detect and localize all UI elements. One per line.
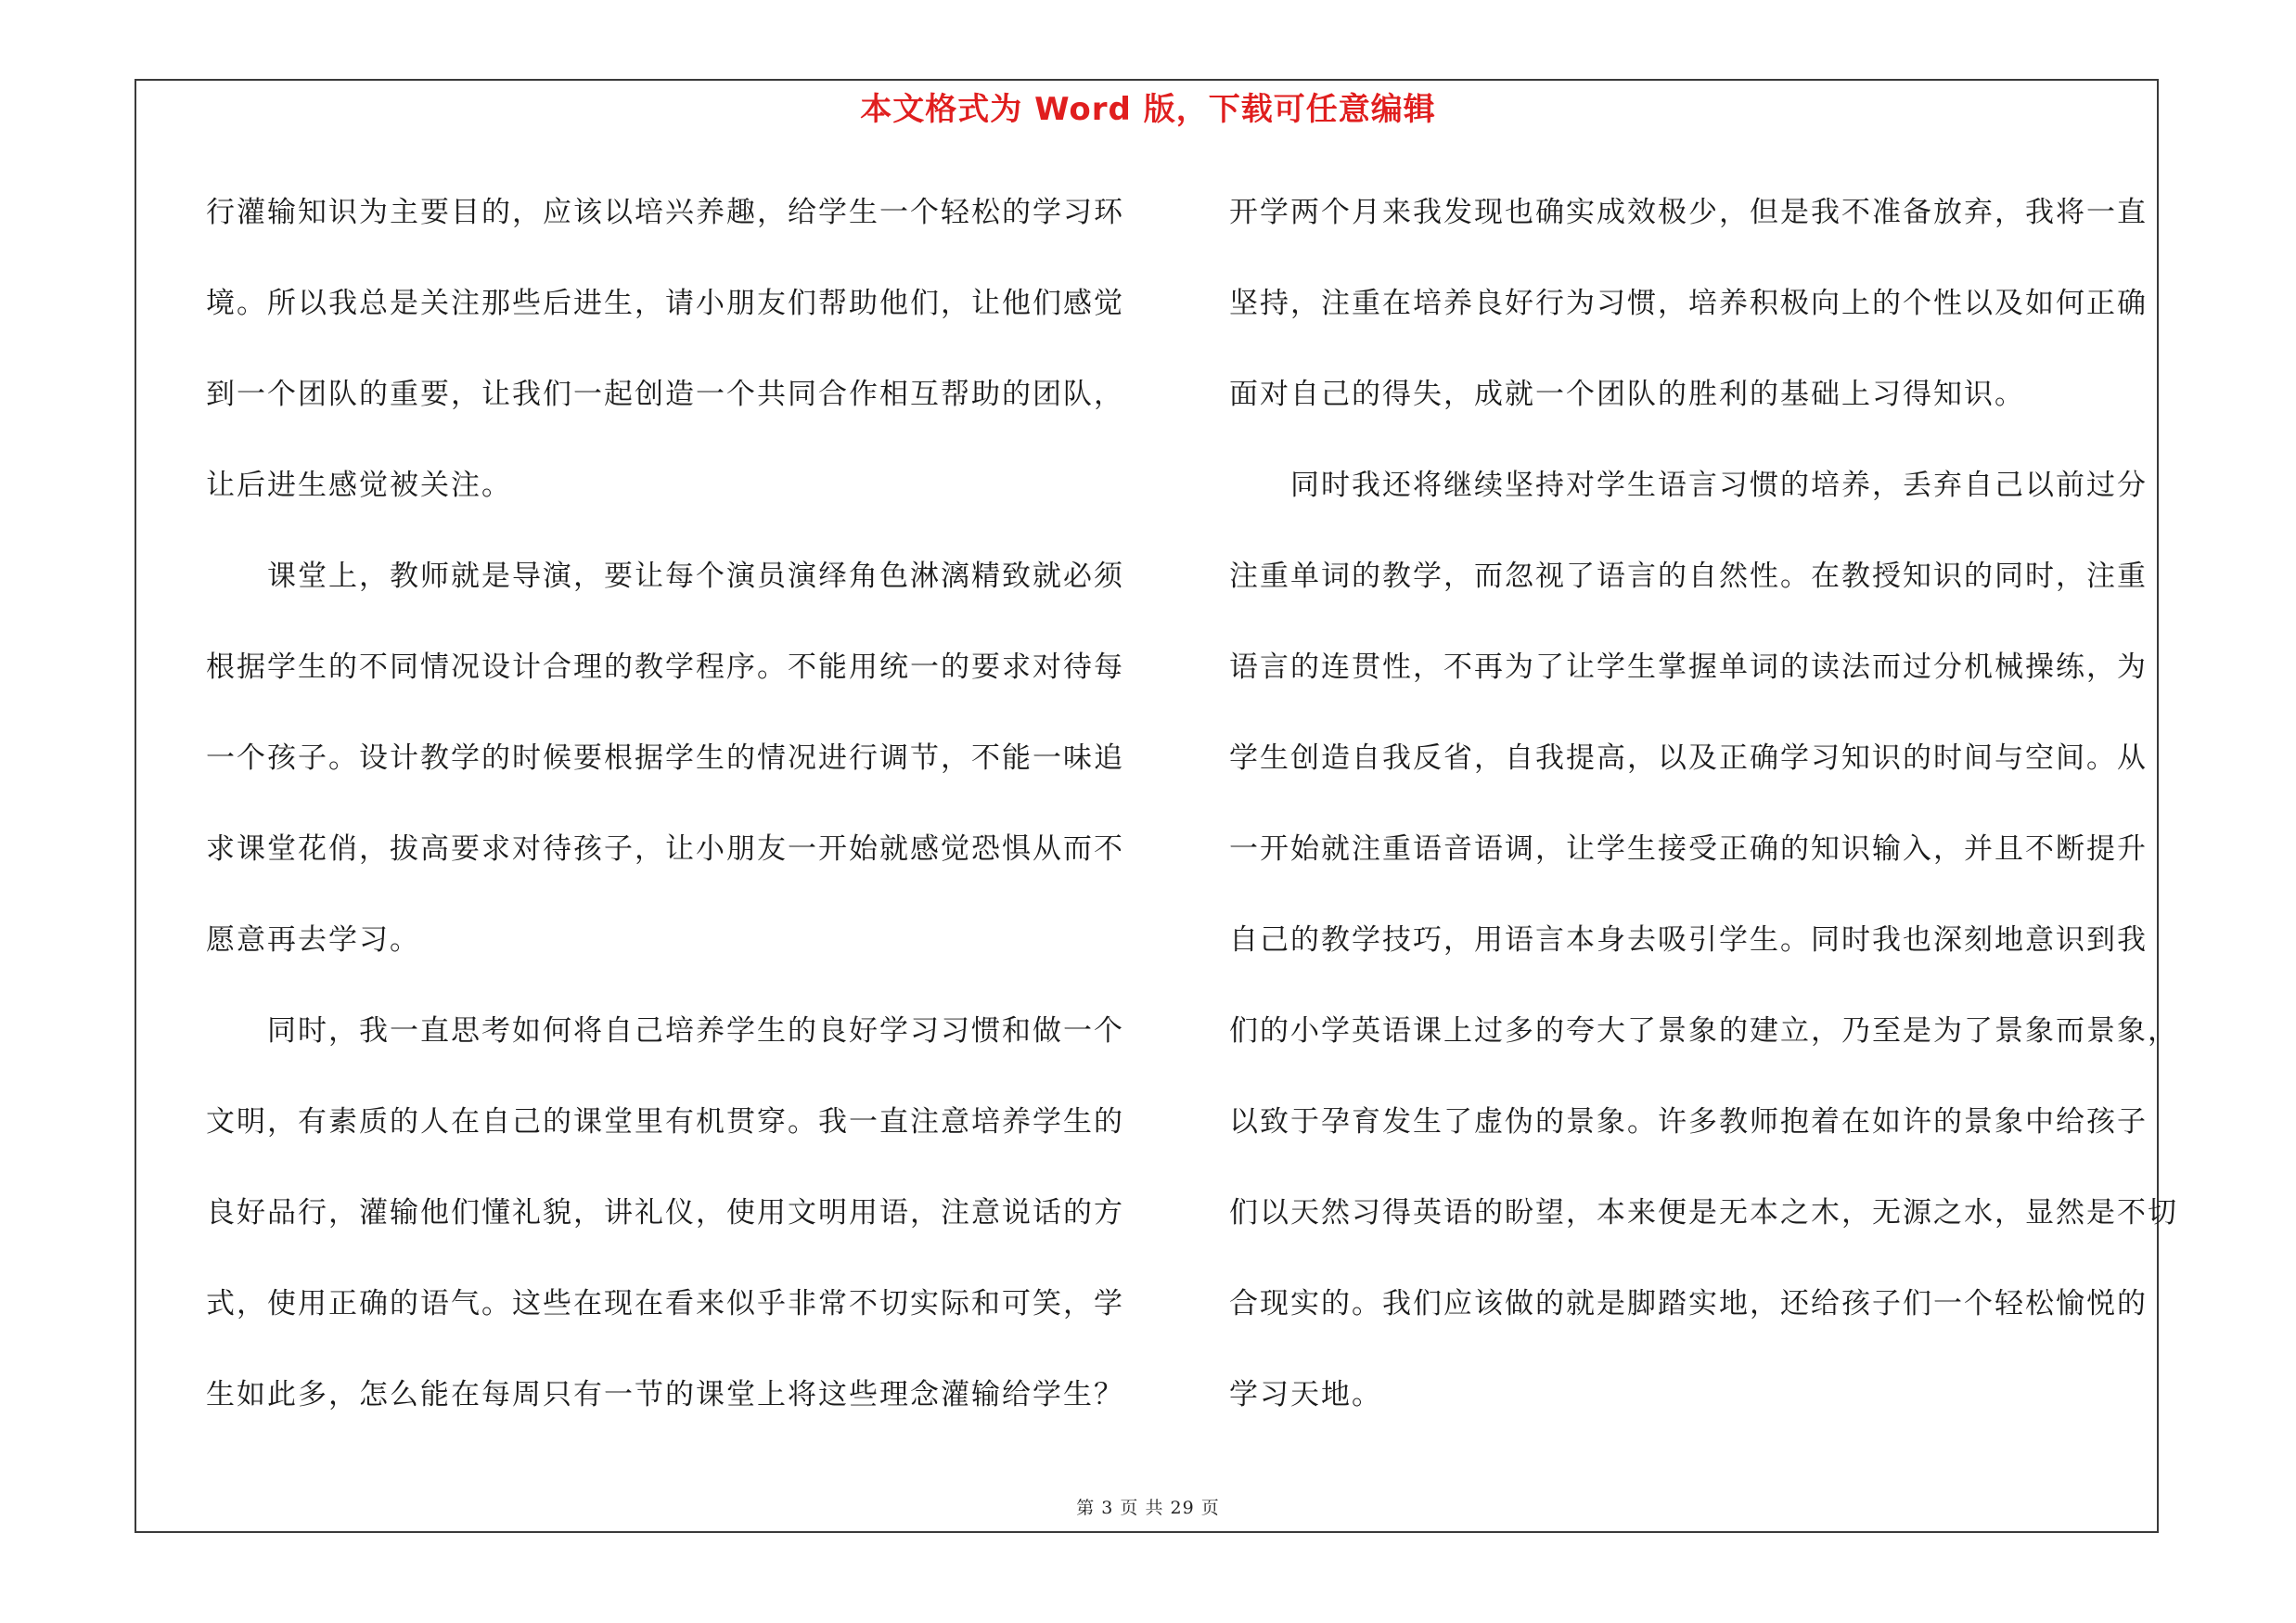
text-line: 以致于孕育发生了虚伪的景象。许多教师抱着在如许的景象中给孩子 [1229,1105,2148,1139]
text-line: 坚持，注重在培养良好行为习惯，培养积极向上的个性以及如何正确 [1229,287,2148,320]
text-line: 合现实的。我们应该做的就是脚踏实地，还给孩子们一个轻松愉悦的 [1229,1287,2148,1320]
page-number-footer: 第 3 页 共 29 页 [1076,1498,1220,1518]
text-line: 一开始就注重语音语调，让学生接受正确的知识输入，并且不断提升 [1229,832,2148,866]
text-line: 到一个团队的重要，让我们一起创造一个共同合作相互帮助的团队， [206,378,1124,411]
text-line: 学习天地。 [1229,1378,1382,1411]
text-line: 开学两个月来我发现也确实成效极少，但是我不准备放弃，我将一直 [1229,196,2148,229]
text-line: 面对自己的得失，成就一个团队的胜利的基础上习得知识。 [1229,378,2025,411]
right-column [1229,184,2178,1457]
text-line: 文明，有素质的人在自己的课堂里有机贯穿。我一直注意培养学生的 [206,1105,1124,1139]
text-line: 课堂上，教师就是导演，要让每个演员演绎角色淋漓精致就必须 [206,560,1124,593]
text-line: 求课堂花俏，拔高要求对待孩子，让小朋友一开始就感觉恐惧从而不 [206,832,1124,866]
format-notice-banner: 本文格式为 Word 版，下载可任意编辑 [860,91,1436,128]
text-line: 式，使用正确的语气。这些在现在看来似乎非常不切实际和可笑，学 [206,1287,1124,1320]
text-line: 同时我还将继续坚持对学生语言习惯的培养，丢弃自己以前过分 [1229,469,2148,502]
text-line: 境。所以我总是关注那些后进生，请小朋友们帮助他们，让他们感觉 [206,287,1124,320]
text-line: 们的小学英语课上过多的夸大了景象的建立，乃至是为了景象而景象， [1229,1014,2178,1048]
text-line: 行灌输知识为主要目的，应该以培兴养趣，给学生一个轻松的学习环 [206,196,1124,229]
text-line: 同时，我一直思考如何将自己培养学生的良好学习习惯和做一个 [206,1014,1124,1048]
text-line: 良好品行，灌输他们懂礼貌，讲礼仪，使用文明用语，注意说话的方 [206,1196,1124,1230]
text-line: 语言的连贯性，不再为了让学生掌握单词的读法而过分机械操练，为 [1229,650,2148,684]
text-line: 一个孩子。设计教学的时候要根据学生的情况进行调节，不能一味追 [206,741,1124,775]
text-line: 让后进生感觉被关注。 [206,469,512,502]
text-line: 学生创造自我反省，自我提高，以及正确学习知识的时间与空间。从 [1229,741,2148,775]
text-line: 根据学生的不同情况设计合理的教学程序。不能用统一的要求对待每 [206,650,1124,684]
text-line: 们以天然习得英语的盼望，本来便是无本之木，无源之水，显然是不切 [1229,1196,2178,1230]
text-line: 注重单词的教学，而忽视了语言的自然性。在教授知识的同时，注重 [1229,560,2148,593]
text-line: 自己的教学技巧，用语言本身去吸引学生。同时我也深刻地意识到我 [1229,923,2148,957]
text-line: 生如此多，怎么能在每周只有一节的课堂上将这些理念灌输给学生？ [206,1378,1124,1411]
left-column [206,184,1148,1457]
text-line: 愿意再去学习。 [206,923,420,957]
